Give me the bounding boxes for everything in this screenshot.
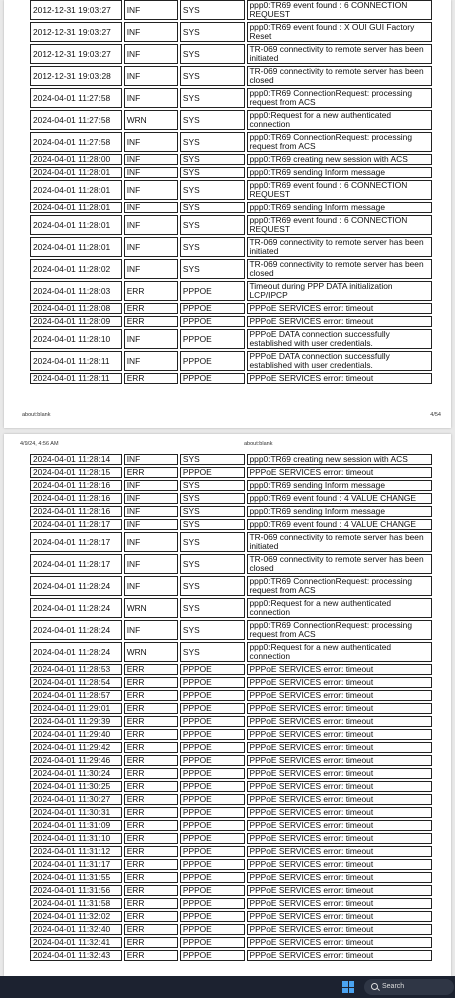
cell-facility: SYS <box>180 493 245 504</box>
cell-level: INF <box>124 259 178 279</box>
cell-facility: SYS <box>180 454 245 465</box>
cell-message: PPPoE SERVICES error: timeout <box>247 729 433 740</box>
cell-facility: PPPOE <box>180 677 245 688</box>
cell-message: ppp0:TR69 sending Inform message <box>247 167 433 178</box>
cell-message: PPPoE SERVICES error: timeout <box>247 937 433 948</box>
cell-timestamp: 2024-04-01 11:28:01 <box>30 237 122 257</box>
cell-message: ppp0:TR69 creating new session with ACS <box>247 154 433 165</box>
cell-timestamp: 2024-04-01 11:31:09 <box>30 820 122 831</box>
table-row <box>30 833 432 844</box>
cell-timestamp: 2012-12-31 19:03:27 <box>30 44 122 64</box>
cell-timestamp: 2024-04-01 11:31:55 <box>30 872 122 883</box>
cell-timestamp: 2024-04-01 11:29:46 <box>30 755 122 766</box>
cell-facility: PPPOE <box>180 807 245 818</box>
cell-level: ERR <box>124 281 178 301</box>
table-row <box>30 66 432 86</box>
cell-facility: SYS <box>180 202 245 213</box>
cell-level: WRN <box>124 642 178 662</box>
cell-message: TR-069 connectivity to remote server has been initiated <box>247 237 433 257</box>
table-row <box>30 132 432 152</box>
cell-facility: SYS <box>180 532 245 552</box>
cell-timestamp: 2024-04-01 11:28:57 <box>30 690 122 701</box>
cell-facility: SYS <box>180 642 245 662</box>
cell-timestamp: 2024-04-01 11:28:17 <box>30 532 122 552</box>
cell-timestamp: 2024-04-01 11:28:24 <box>30 576 122 596</box>
cell-facility: SYS <box>180 22 245 42</box>
cell-level: INF <box>124 351 178 371</box>
table-row <box>30 576 432 596</box>
table-row <box>30 755 432 766</box>
cell-level: INF <box>124 554 178 574</box>
cell-level: ERR <box>124 833 178 844</box>
cell-level: INF <box>124 620 178 640</box>
cell-timestamp: 2012-12-31 19:03:28 <box>30 66 122 86</box>
cell-facility: PPPOE <box>180 885 245 896</box>
cell-level: ERR <box>124 373 178 384</box>
cell-level: INF <box>124 215 178 235</box>
table-row <box>30 110 432 130</box>
cell-timestamp: 2024-04-01 11:27:58 <box>30 110 122 130</box>
cell-timestamp: 2024-04-01 11:32:41 <box>30 937 122 948</box>
table-row <box>30 677 432 688</box>
cell-timestamp: 2012-12-31 19:03:27 <box>30 0 122 20</box>
cell-level: INF <box>124 88 178 108</box>
cell-message: PPPoE SERVICES error: timeout <box>247 467 433 478</box>
cell-level: ERR <box>124 794 178 805</box>
cell-level: INF <box>124 66 178 86</box>
cell-facility: PPPOE <box>180 768 245 779</box>
cell-level: ERR <box>124 820 178 831</box>
cell-level: ERR <box>124 846 178 857</box>
cell-timestamp: 2024-04-01 11:30:25 <box>30 781 122 792</box>
cell-facility: PPPOE <box>180 898 245 909</box>
cell-timestamp: 2024-04-01 11:32:02 <box>30 911 122 922</box>
cell-facility: PPPOE <box>180 781 245 792</box>
cell-level: INF <box>124 237 178 257</box>
cell-timestamp: 2024-04-01 11:30:27 <box>30 794 122 805</box>
cell-message: ppp0:Request for a new authenticated connection <box>247 642 433 662</box>
cell-level: INF <box>124 132 178 152</box>
cell-facility: SYS <box>180 554 245 574</box>
cell-timestamp: 2024-04-01 11:28:10 <box>30 329 122 349</box>
table-row <box>30 885 432 896</box>
cell-facility: SYS <box>180 0 245 20</box>
table-row <box>30 794 432 805</box>
cell-message: ppp0:TR69 ConnectionRequest: processing request from ACS <box>247 620 433 640</box>
cell-timestamp: 2024-04-01 11:27:58 <box>30 132 122 152</box>
cell-level: ERR <box>124 716 178 727</box>
cell-message: PPPoE SERVICES error: timeout <box>247 846 433 857</box>
cell-timestamp: 2024-04-01 11:28:08 <box>30 303 122 314</box>
cell-facility: PPPOE <box>180 316 245 327</box>
cell-facility: PPPOE <box>180 872 245 883</box>
cell-timestamp: 2024-04-01 11:28:16 <box>30 506 122 517</box>
cell-timestamp: 2024-04-01 11:32:40 <box>30 924 122 935</box>
cell-message: PPPoE SERVICES error: timeout <box>247 794 433 805</box>
search-icon <box>371 983 378 990</box>
cell-message: TR-069 connectivity to remote server has been closed <box>247 554 433 574</box>
table-row <box>30 781 432 792</box>
cell-timestamp: 2024-04-01 11:29:39 <box>30 716 122 727</box>
cell-timestamp: 2024-04-01 11:28:16 <box>30 480 122 491</box>
table-row <box>30 467 432 478</box>
table-row <box>30 554 432 574</box>
print-date-header: 4/9/24, 4:56 AM <box>20 441 59 447</box>
cell-message: ppp0:TR69 ConnectionRequest: processing request from ACS <box>247 88 433 108</box>
taskbar-search-box[interactable] <box>364 979 454 995</box>
cell-facility: SYS <box>180 519 245 530</box>
cell-level: ERR <box>124 911 178 922</box>
cell-message: PPPoE SERVICES error: timeout <box>247 690 433 701</box>
cell-message: PPPoE SERVICES error: timeout <box>247 755 433 766</box>
cell-level: INF <box>124 154 178 165</box>
cell-facility: SYS <box>180 576 245 596</box>
cell-message: TR-069 connectivity to remote server has been initiated <box>247 532 433 552</box>
cell-timestamp: 2024-04-01 11:28:01 <box>30 180 122 200</box>
cell-facility: SYS <box>180 88 245 108</box>
cell-message: PPPoE DATA connection successfully established with user credentials. <box>247 351 433 371</box>
cell-message: PPPoE SERVICES error: timeout <box>247 316 433 327</box>
cell-facility: PPPOE <box>180 716 245 727</box>
cell-message: PPPoE SERVICES error: timeout <box>247 833 433 844</box>
table-row <box>30 202 432 213</box>
table-row <box>30 373 432 384</box>
table-row <box>30 180 432 200</box>
cell-timestamp: 2024-04-01 11:28:17 <box>30 554 122 574</box>
log-table <box>28 452 434 963</box>
cell-facility: PPPOE <box>180 303 245 314</box>
cell-level: INF <box>124 493 178 504</box>
cell-message: ppp0:TR69 sending Inform message <box>247 202 433 213</box>
table-row <box>30 22 432 42</box>
table-row <box>30 316 432 327</box>
table-row <box>30 167 432 178</box>
table-row <box>30 716 432 727</box>
cell-level: INF <box>124 506 178 517</box>
cell-facility: PPPOE <box>180 351 245 371</box>
cell-level: ERR <box>124 677 178 688</box>
cell-timestamp: 2024-04-01 11:28:16 <box>30 493 122 504</box>
table-row <box>30 480 432 491</box>
cell-message: PPPoE SERVICES error: timeout <box>247 768 433 779</box>
cell-facility: PPPOE <box>180 755 245 766</box>
cell-timestamp: 2024-04-01 11:31:12 <box>30 846 122 857</box>
cell-timestamp: 2024-04-01 11:28:24 <box>30 598 122 618</box>
table-row <box>30 351 432 371</box>
cell-timestamp: 2024-04-01 11:27:58 <box>30 88 122 108</box>
cell-level: ERR <box>124 316 178 327</box>
cell-level: ERR <box>124 303 178 314</box>
cell-level: INF <box>124 519 178 530</box>
cell-facility: PPPOE <box>180 833 245 844</box>
table-row <box>30 807 432 818</box>
cell-timestamp: 2024-04-01 11:29:40 <box>30 729 122 740</box>
cell-message: PPPoE SERVICES error: timeout <box>247 820 433 831</box>
cell-message: PPPoE SERVICES error: timeout <box>247 703 433 714</box>
table-row <box>30 924 432 935</box>
cell-message: ppp0:TR69 creating new session with ACS <box>247 454 433 465</box>
table-row <box>30 898 432 909</box>
cell-message: PPPoE SERVICES error: timeout <box>247 664 433 675</box>
cell-timestamp: 2024-04-01 11:28:00 <box>30 154 122 165</box>
table-row <box>30 237 432 257</box>
cell-level: INF <box>124 0 178 20</box>
cell-message: ppp0:TR69 event found : X OUI GUI Factory Reset <box>247 22 433 42</box>
cell-level: INF <box>124 532 178 552</box>
cell-message: PPPoE DATA connection successfully established with user credentials. <box>247 329 433 349</box>
cell-facility: SYS <box>180 154 245 165</box>
cell-timestamp: 2024-04-01 11:28:15 <box>30 467 122 478</box>
cell-message: ppp0:TR69 event found : 6 CONNECTION REQUEST <box>247 180 433 200</box>
cell-message: ppp0:TR69 ConnectionRequest: processing request from ACS <box>247 132 433 152</box>
cell-facility: PPPOE <box>180 950 245 961</box>
cell-timestamp: 2024-04-01 11:31:58 <box>30 898 122 909</box>
cell-facility: PPPOE <box>180 742 245 753</box>
cell-facility: SYS <box>180 620 245 640</box>
table-row <box>30 859 432 870</box>
cell-facility: SYS <box>180 132 245 152</box>
table-row <box>30 664 432 675</box>
cell-facility: PPPOE <box>180 664 245 675</box>
table-row <box>30 620 432 640</box>
cell-timestamp: 2024-04-01 11:28:11 <box>30 373 122 384</box>
cell-level: INF <box>124 202 178 213</box>
cell-facility: PPPOE <box>180 937 245 948</box>
cell-facility: SYS <box>180 110 245 130</box>
table-row <box>30 519 432 530</box>
cell-level: INF <box>124 167 178 178</box>
cell-level: INF <box>124 180 178 200</box>
cell-level: ERR <box>124 781 178 792</box>
cell-timestamp: 2024-04-01 11:28:01 <box>30 215 122 235</box>
table-row <box>30 846 432 857</box>
cell-level: ERR <box>124 924 178 935</box>
cell-level: INF <box>124 329 178 349</box>
table-row <box>30 729 432 740</box>
cell-timestamp: 2024-04-01 11:28:01 <box>30 202 122 213</box>
cell-level: ERR <box>124 467 178 478</box>
cell-timestamp: 2024-04-01 11:28:24 <box>30 642 122 662</box>
cell-level: ERR <box>124 742 178 753</box>
cell-timestamp: 2024-04-01 11:30:31 <box>30 807 122 818</box>
table-row <box>30 506 432 517</box>
cell-message: PPPoE SERVICES error: timeout <box>247 373 433 384</box>
cell-timestamp: 2024-04-01 11:31:10 <box>30 833 122 844</box>
cell-message: PPPoE SERVICES error: timeout <box>247 807 433 818</box>
cell-message: ppp0:Request for a new authenticated connection <box>247 598 433 618</box>
cell-timestamp: 2024-04-01 11:28:03 <box>30 281 122 301</box>
cell-facility: SYS <box>180 215 245 235</box>
cell-timestamp: 2024-04-01 11:30:24 <box>30 768 122 779</box>
cell-timestamp: 2024-04-01 11:28:53 <box>30 664 122 675</box>
cell-facility: PPPOE <box>180 690 245 701</box>
cell-message: PPPoE SERVICES error: timeout <box>247 885 433 896</box>
cell-facility: PPPOE <box>180 911 245 922</box>
cell-timestamp: 2012-12-31 19:03:27 <box>30 22 122 42</box>
cell-facility: PPPOE <box>180 859 245 870</box>
cell-timestamp: 2024-04-01 11:28:01 <box>30 167 122 178</box>
cell-level: ERR <box>124 703 178 714</box>
cell-facility: PPPOE <box>180 703 245 714</box>
table-row <box>30 911 432 922</box>
cell-message: PPPoE SERVICES error: timeout <box>247 781 433 792</box>
cell-level: WRN <box>124 110 178 130</box>
table-row <box>30 154 432 165</box>
cell-timestamp: 2024-04-01 11:28:14 <box>30 454 122 465</box>
cell-facility: SYS <box>180 66 245 86</box>
cell-level: INF <box>124 576 178 596</box>
cell-message: ppp0:TR69 ConnectionRequest: processing request from ACS <box>247 576 433 596</box>
log-table-body <box>30 454 432 961</box>
cell-level: ERR <box>124 664 178 675</box>
cell-level: INF <box>124 22 178 42</box>
cell-message: PPPoE SERVICES error: timeout <box>247 716 433 727</box>
cell-facility: PPPOE <box>180 846 245 857</box>
taskbar <box>0 976 455 998</box>
table-row <box>30 950 432 961</box>
log-table-body <box>30 0 432 384</box>
cell-message: ppp0:TR69 event found : 6 CONNECTION REQUEST <box>247 215 433 235</box>
table-row <box>30 303 432 314</box>
cell-level: ERR <box>124 885 178 896</box>
cell-message: PPPoE SERVICES error: timeout <box>247 924 433 935</box>
table-row <box>30 281 432 301</box>
table-row <box>30 768 432 779</box>
cell-message: PPPoE SERVICES error: timeout <box>247 898 433 909</box>
cell-message: ppp0:TR69 sending Inform message <box>247 506 433 517</box>
cell-level: ERR <box>124 729 178 740</box>
cell-message: PPPoE SERVICES error: timeout <box>247 872 433 883</box>
cell-timestamp: 2024-04-01 11:32:43 <box>30 950 122 961</box>
cell-level: ERR <box>124 755 178 766</box>
table-row <box>30 215 432 235</box>
cell-facility: PPPOE <box>180 820 245 831</box>
cell-facility: PPPOE <box>180 924 245 935</box>
table-row <box>30 532 432 552</box>
pdf-page-2 <box>4 434 451 976</box>
table-row <box>30 703 432 714</box>
cell-message: ppp0:TR69 event found : 4 VALUE CHANGE <box>247 493 433 504</box>
cell-message: TR-069 connectivity to remote server has been initiated <box>247 44 433 64</box>
cell-level: ERR <box>124 937 178 948</box>
cell-facility: PPPOE <box>180 467 245 478</box>
cell-message: ppp0:TR69 sending Inform message <box>247 480 433 491</box>
cell-facility: PPPOE <box>180 281 245 301</box>
table-row <box>30 642 432 662</box>
cell-timestamp: 2024-04-01 11:28:11 <box>30 351 122 371</box>
cell-level: ERR <box>124 690 178 701</box>
cell-facility: SYS <box>180 480 245 491</box>
cell-facility: PPPOE <box>180 329 245 349</box>
cell-level: INF <box>124 454 178 465</box>
table-row <box>30 690 432 701</box>
page-footer-url: about:blank <box>22 412 51 418</box>
cell-message: Timeout during PPP DATA initialization LCP/IPCP <box>247 281 433 301</box>
page-number: 4/54 <box>430 412 441 418</box>
cell-facility: SYS <box>180 598 245 618</box>
cell-level: ERR <box>124 950 178 961</box>
cell-facility: SYS <box>180 167 245 178</box>
table-row <box>30 742 432 753</box>
cell-level: ERR <box>124 898 178 909</box>
cell-timestamp: 2024-04-01 11:29:01 <box>30 703 122 714</box>
cell-timestamp: 2024-04-01 11:28:24 <box>30 620 122 640</box>
table-row <box>30 872 432 883</box>
cell-level: ERR <box>124 859 178 870</box>
cell-facility: PPPOE <box>180 794 245 805</box>
cell-level: INF <box>124 44 178 64</box>
log-table <box>28 0 434 386</box>
cell-level: ERR <box>124 872 178 883</box>
table-row <box>30 454 432 465</box>
cell-timestamp: 2024-04-01 11:28:09 <box>30 316 122 327</box>
table-row <box>30 329 432 349</box>
table-row <box>30 598 432 618</box>
cell-facility: SYS <box>180 259 245 279</box>
cell-timestamp: 2024-04-01 11:31:56 <box>30 885 122 896</box>
cell-message: TR-069 connectivity to remote server has been closed <box>247 259 433 279</box>
cell-message: ppp0:TR69 event found : 6 CONNECTION REQUEST <box>247 0 433 20</box>
table-row <box>30 937 432 948</box>
table-row <box>30 493 432 504</box>
cell-facility: SYS <box>180 237 245 257</box>
cell-message: PPPoE SERVICES error: timeout <box>247 742 433 753</box>
cell-facility: PPPOE <box>180 373 245 384</box>
search-placeholder: Search <box>382 983 405 990</box>
table-row <box>30 0 432 20</box>
table-row <box>30 88 432 108</box>
table-row <box>30 259 432 279</box>
cell-level: INF <box>124 480 178 491</box>
cell-facility: SYS <box>180 506 245 517</box>
cell-facility: PPPOE <box>180 729 245 740</box>
pdf-page-1 <box>4 0 451 428</box>
cell-message: PPPoE SERVICES error: timeout <box>247 859 433 870</box>
page-header-url: about:blank <box>244 441 273 447</box>
table-row <box>30 44 432 64</box>
cell-message: PPPoE SERVICES error: timeout <box>247 303 433 314</box>
cell-timestamp: 2024-04-01 11:28:54 <box>30 677 122 688</box>
cell-facility: SYS <box>180 44 245 64</box>
cell-message: TR-069 connectivity to remote server has been closed <box>247 66 433 86</box>
cell-timestamp: 2024-04-01 11:31:17 <box>30 859 122 870</box>
cell-level: WRN <box>124 598 178 618</box>
cell-message: ppp0:TR69 event found : 4 VALUE CHANGE <box>247 519 433 530</box>
cell-timestamp: 2024-04-01 11:29:42 <box>30 742 122 753</box>
cell-timestamp: 2024-04-01 11:28:02 <box>30 259 122 279</box>
cell-message: PPPoE SERVICES error: timeout <box>247 911 433 922</box>
cell-timestamp: 2024-04-01 11:28:17 <box>30 519 122 530</box>
windows-logo-icon[interactable] <box>342 981 354 993</box>
cell-message: PPPoE SERVICES error: timeout <box>247 677 433 688</box>
cell-message: ppp0:Request for a new authenticated connection <box>247 110 433 130</box>
cell-message: PPPoE SERVICES error: timeout <box>247 950 433 961</box>
table-row <box>30 820 432 831</box>
cell-level: ERR <box>124 807 178 818</box>
cell-level: ERR <box>124 768 178 779</box>
cell-facility: SYS <box>180 180 245 200</box>
